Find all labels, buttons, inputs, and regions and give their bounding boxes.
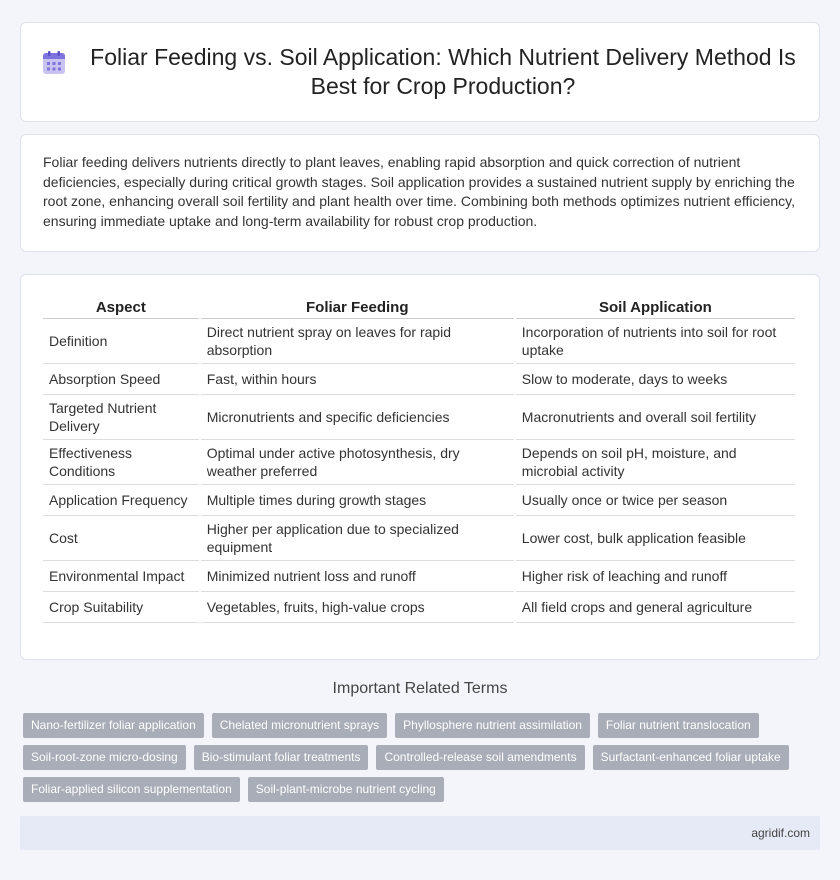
- related-term-tag[interactable]: Bio-stimulant foliar treatments: [194, 745, 369, 770]
- cell-foliar: Micronutrients and specific deficiencies: [201, 395, 514, 440]
- footer-site-link[interactable]: agridif.com: [751, 826, 810, 840]
- summary-text: Foliar feeding delivers nutrients directly to plant leaves, enabling rapid absorption and quick correction of nutrient deficiencies, especially during critical growth stages. Soil application provides a sustained nutrient supply by enriching the root zone, enhancing overall soil fertility and plant health over time. Combining both methods optimizes nutrient efficiency, ensuring immediate uptake and long-term availability for robust crop production.: [43, 154, 796, 229]
- cell-soil: Macronutrients and overall soil fertility: [516, 395, 795, 440]
- related-term-tag[interactable]: Surfactant-enhanced foliar uptake: [593, 745, 789, 770]
- summary-card: [20, 134, 820, 252]
- table-row: [43, 561, 795, 592]
- cell-aspect: Targeted Nutrient Delivery: [43, 395, 199, 440]
- table-row: [43, 440, 795, 485]
- related-term-tag[interactable]: Soil-plant-microbe nutrient cycling: [248, 777, 444, 802]
- related-term-tag[interactable]: Soil-root-zone micro-dosing: [23, 745, 186, 770]
- cell-aspect: Cost: [43, 516, 199, 561]
- cell-soil: Higher risk of leaching and runoff: [516, 561, 795, 592]
- cell-aspect: Effectiveness Conditions: [43, 440, 199, 485]
- cell-foliar: Optimal under active photosynthesis, dry weather preferred: [201, 440, 514, 485]
- table-row: [43, 516, 795, 561]
- related-terms-heading: Important Related Terms: [332, 680, 508, 697]
- table-row: [43, 592, 795, 623]
- cell-aspect: Crop Suitability: [43, 592, 199, 623]
- cell-foliar: Vegetables, fruits, high-value crops: [201, 592, 514, 623]
- table-header-row: [43, 295, 795, 319]
- page-title: Foliar Feeding vs. Soil Application: Which Nutrient Delivery Method Is Best for Crop Production?: [90, 44, 796, 99]
- related-term-tag[interactable]: Nano-fertilizer foliar application: [23, 713, 204, 738]
- table-row: [43, 319, 795, 364]
- cell-foliar: Fast, within hours: [201, 364, 514, 395]
- cell-soil: Usually once or twice per season: [516, 485, 795, 516]
- cell-aspect: Absorption Speed: [43, 364, 199, 395]
- cell-foliar: Minimized nutrient loss and runoff: [201, 561, 514, 592]
- related-terms-list: [23, 713, 813, 809]
- cell-soil: Incorporation of nutrients into soil for root uptake: [516, 319, 795, 364]
- cell-aspect: Environmental Impact: [43, 561, 199, 592]
- cell-aspect: Definition: [43, 319, 199, 364]
- cell-soil: All field crops and general agriculture: [516, 592, 795, 623]
- cell-soil: Lower cost, bulk application feasible: [516, 516, 795, 561]
- cell-aspect: Application Frequency: [43, 485, 199, 516]
- cell-foliar: Multiple times during growth stages: [201, 485, 514, 516]
- related-term-tag[interactable]: Foliar-applied silicon supplementation: [23, 777, 240, 802]
- related-term-tag[interactable]: Controlled-release soil amendments: [376, 745, 584, 770]
- header-card: [20, 22, 820, 122]
- calendar-icon: [41, 50, 67, 76]
- related-term-tag[interactable]: Foliar nutrient translocation: [598, 713, 759, 738]
- header-soil-application: Soil Application: [516, 295, 795, 319]
- comparison-table: [41, 295, 797, 623]
- cell-soil: Depends on soil pH, moisture, and microbial activity: [516, 440, 795, 485]
- table-row: [43, 395, 795, 440]
- related-term-tag[interactable]: Chelated micronutrient sprays: [212, 713, 387, 738]
- cell-foliar: Direct nutrient spray on leaves for rapid absorption: [201, 319, 514, 364]
- cell-foliar: Higher per application due to specialized equipment: [201, 516, 514, 561]
- header-aspect: Aspect: [43, 295, 199, 319]
- footer: [20, 816, 820, 850]
- table-row: [43, 364, 795, 395]
- related-term-tag[interactable]: Phyllosphere nutrient assimilation: [395, 713, 590, 738]
- table-row: [43, 485, 795, 516]
- comparison-table-card: [20, 274, 820, 660]
- header-foliar-feeding: Foliar Feeding: [201, 295, 514, 319]
- cell-soil: Slow to moderate, days to weeks: [516, 364, 795, 395]
